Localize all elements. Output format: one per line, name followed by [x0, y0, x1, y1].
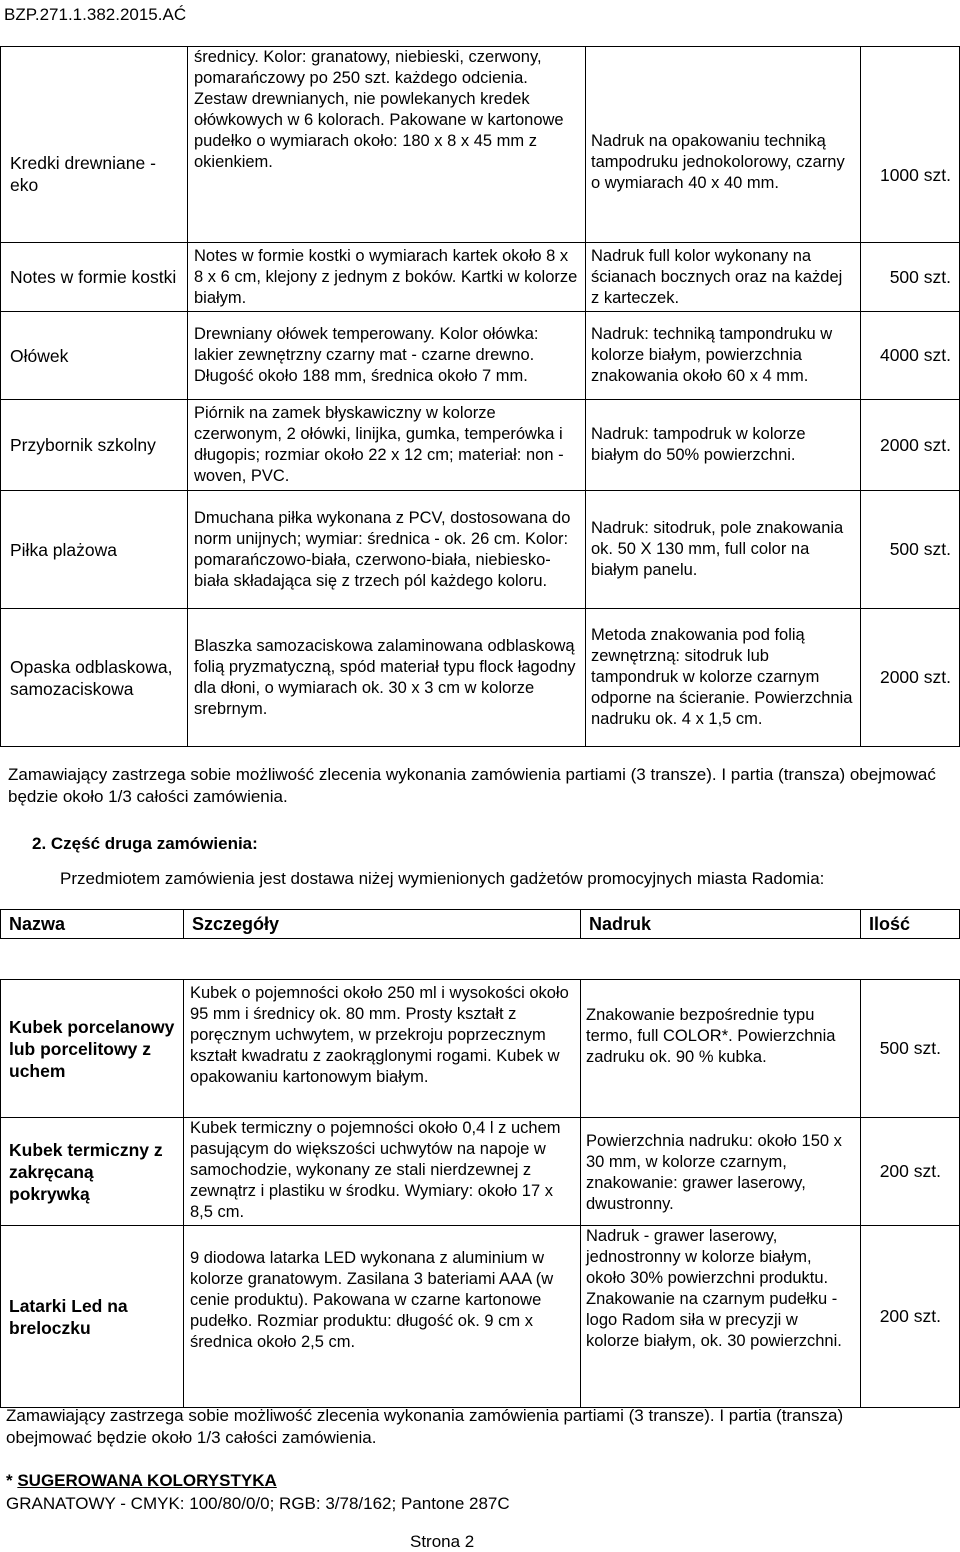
- document-id: BZP.271.1.382.2015.AĆ: [4, 5, 187, 24]
- suggested-colors-line: GRANATOWY - CMYK: 100/80/0/0; RGB: 3/78/162; Pantone 287C: [6, 1494, 510, 1513]
- product-qty: 2000 szt.: [861, 400, 960, 491]
- product-qty: 500 szt.: [861, 243, 960, 312]
- spacer-cell: [861, 939, 960, 980]
- product-print: Metoda znakowania pod folią zewnętrzną: sitodruk lub tampondruk w kolorze czarnym odporne na ścieranie. Powierzchnia nadruku ok. 4 x 1,5 cm.: [586, 609, 861, 747]
- product-details: Drewniany ołówek temperowany. Kolor ołówka: lakier zewnętrzny czarny mat - czarne drewno. Długość około 188 mm, średnica około 7 mm.: [188, 312, 586, 400]
- table-row: [1, 1226, 960, 1408]
- header-print: Nadruk: [581, 910, 861, 939]
- product-qty: 2000 szt.: [861, 609, 960, 747]
- product-qty: 4000 szt.: [861, 312, 960, 400]
- header-name: Nazwa: [1, 910, 184, 939]
- product-name: Kubek termiczny z zakręcaną pokrywką: [1, 1118, 184, 1226]
- table-row: [1, 491, 960, 609]
- product-details: 9 diodowa latarka LED wykonana z aluminium w kolorze granatowym. Zasilana 3 bateriami AAA (w cenie produktu). Pakowana w czarne kartonowe pudełko. Rozmiar produktu: długość ok. 9 cm x średnica około 2,5 cm.: [184, 1226, 581, 1408]
- product-print: Nadruk: techniką tampondruku w kolorze białym, powierzchnia znakowania około 60 x 4 mm.: [586, 312, 861, 400]
- spacer-cell: [184, 939, 581, 980]
- table-header-row: [1, 910, 960, 939]
- product-name: Notes w formie kostki: [1, 243, 188, 312]
- product-print: Nadruk: sitodruk, pole znakowania ok. 50 X 130 mm, full color na białym panelu.: [586, 491, 861, 609]
- product-print: Powierzchnia nadruku: około 150 x 30 mm, w kolorze czarnym, znakowanie: grawer laserowy, dwustronny.: [581, 1118, 861, 1226]
- table-row: [1, 609, 960, 747]
- page-number: Strona 2: [410, 1532, 475, 1551]
- suggested-title-text: SUGEROWANA KOLORYSTYKA: [17, 1471, 277, 1490]
- suggested-colors-title: [6, 1470, 277, 1491]
- product-name: Przybornik szkolny: [1, 400, 188, 491]
- header-qty: Ilość: [861, 910, 960, 939]
- table-row: [1, 47, 960, 243]
- product-details: Kubek o pojemności około 250 ml i wysokości około 95 mm i średnicy ok. 80 mm. Prosty kształt z poręcznym uchwytem, w przekroju poprzecznym kształt kwadratu z zaokrąglonymi rogami. Kubek w opakowaniu kartonowym białym.: [184, 980, 581, 1118]
- product-qty: 500 szt.: [861, 491, 960, 609]
- product-details: Kubek termiczny o pojemności około 0,4 l z uchem pasującym do większości uchwytów na napoje w samochodzie, wykonany ze stali nierdzewnej z zewnątrz i plastiku w środku. Wymiary: około 17 x 8,5 cm.: [184, 1118, 581, 1226]
- product-print: Nadruk: tampodruk w kolorze białym do 50% powierzchni.: [586, 400, 861, 491]
- products-table-part2: [0, 909, 960, 1408]
- product-name: Piłka plażowa: [1, 491, 188, 609]
- product-qty: 200 szt.: [861, 1118, 960, 1226]
- table-row: [1, 243, 960, 312]
- section-intro: Przedmiotem zamówienia jest dostawa niżej wymienionych gadżetów promocyjnych miasta Radomia:: [60, 869, 825, 888]
- product-details: Dmuchana piłka wykonana z PCV, dostosowana do norm unijnych; wymiar: średnica - ok. 26 cm. Kolor: pomarańczowo-biała, czerwono-biała, niebiesko-biała składająca się z trzech pól każdego koloru.: [188, 491, 586, 609]
- table-spacer-row: [1, 939, 960, 980]
- header-details: Szczegóły: [184, 910, 581, 939]
- product-details: Blaszka samozaciskowa zalaminowana odblaskową folią pryzmatyczną, spód materiał typu flock łagodny dla dłoni, o wymiarach ok. 30 x 3 cm w kolorze srebrnym.: [188, 609, 586, 747]
- partial-delivery-note: Zamawiający zastrzega sobie możliwość zlecenia wykonania zamówienia partiami (3 transze). I partia (transza) obejmować będzie około 1/3 całości zamówienia.: [8, 765, 936, 806]
- table-row: [1, 1118, 960, 1226]
- suggested-prefix: *: [6, 1471, 18, 1490]
- product-qty: 500 szt.: [861, 980, 960, 1118]
- product-qty: 1000 szt.: [861, 47, 960, 243]
- section-title: 2. Część druga zamówienia:: [32, 834, 258, 853]
- product-print: Nadruk - grawer laserowy, jednostronny w kolorze białym, około 30% powierzchni produktu. Znakowanie na czarnym pudełku - logo Radom siła w precyzji w kolorze białym, ok. 30 powierzchni.: [581, 1226, 861, 1408]
- product-name: Opaska odblaskowa, samozaciskowa: [1, 609, 188, 747]
- product-print: Nadruk full kolor wykonany na ścianach bocznych oraz na każdej z karteczek.: [586, 243, 861, 312]
- product-details: Notes w formie kostki o wymiarach kartek około 8 x 8 x 6 cm, klejony z jednym z boków. Kartki w kolorze białym.: [188, 243, 586, 312]
- product-name: Kubek porcelanowy lub porcelitowy z uchem: [1, 980, 184, 1118]
- product-print: Znakowanie bezpośrednie typu termo, full COLOR*. Powierzchnia zadruku ok. 90 % kubka.: [581, 980, 861, 1118]
- product-details: Piórnik na zamek błyskawiczny w kolorze czerwonym, 2 ołówki, linijka, gumka, temperówka i długopis; rozmiar około 22 x 12 cm; materiał: non -woven, PVC.: [188, 400, 586, 491]
- product-qty: 200 szt.: [861, 1226, 960, 1408]
- product-name: Ołówek: [1, 312, 188, 400]
- partial-delivery-note-2: Zamawiający zastrzega sobie możliwość zlecenia wykonania zamówienia partiami (3 transze). I partia (transza) obejmować będzie około 1/3 całości zamówienia.: [6, 1406, 844, 1447]
- spacer-cell: [1, 939, 184, 980]
- product-name: Latarki Led na breloczku: [1, 1226, 184, 1408]
- products-table-part1: [0, 46, 960, 747]
- table-row: [1, 400, 960, 491]
- product-details: średnicy. Kolor: granatowy, niebieski, czerwony, pomarańczowy po 250 szt. każdego odcienia. Zestaw drewnianych, nie powlekanych kredek ołówkowych w 6 kolorach. Pakowane w kartonowe pudełko o wymiarach około: 180 x 8 x 45 mm z okienkiem.: [188, 47, 586, 243]
- product-print: Nadruk na opakowaniu techniką tampodruku jednokolorowy, czarny o wymiarach 40 x 40 mm.: [586, 47, 861, 243]
- product-name: Kredki drewniane - eko: [1, 47, 188, 243]
- table-row: [1, 312, 960, 400]
- table-row: [1, 980, 960, 1118]
- spacer-cell: [581, 939, 861, 980]
